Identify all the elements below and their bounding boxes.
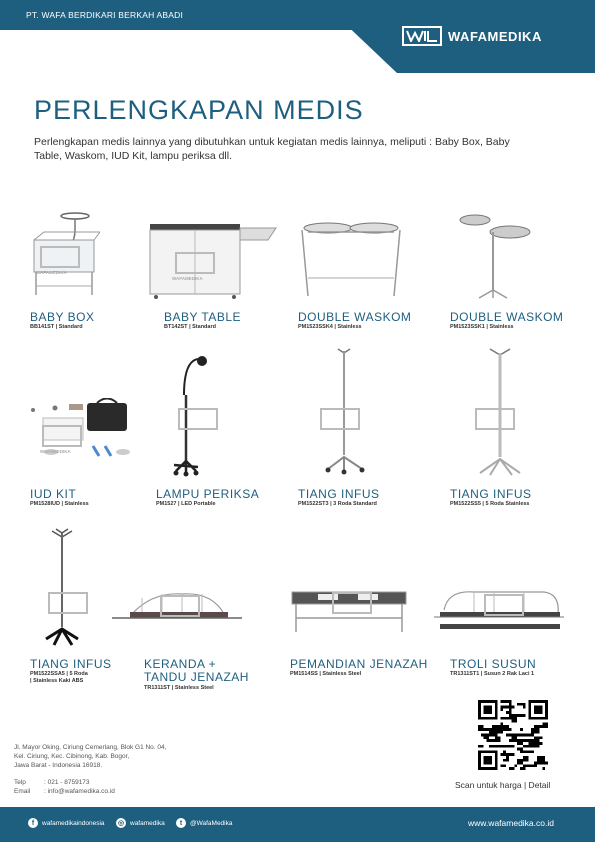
product-code: BT142ST | Standard [164, 324, 216, 330]
watermark-logo-icon [484, 594, 524, 616]
watermark-logo-icon [40, 246, 80, 268]
email-address[interactable]: : info@wafamedika.co.id [44, 788, 115, 795]
product-code: TR1311ST | Stainless Steel [144, 685, 214, 691]
twitter-link[interactable] [176, 818, 232, 828]
facebook-icon: f [28, 818, 38, 828]
watermark-logo-icon [332, 592, 372, 614]
address-line: Jawa Barat - Indonesia 16918. [14, 762, 103, 769]
watermark-logo-icon [320, 408, 360, 430]
product-name: LAMPU PERIKSA [156, 487, 260, 501]
product-code: PM1514SS | Stainless Steel [290, 671, 362, 677]
company-name: PT. WAFA BERDIKARI BERKAH ABADI [26, 10, 184, 20]
phone-label: Telp [14, 779, 26, 786]
qr-code-icon[interactable] [478, 700, 548, 770]
product-name: TIANG INFUS [450, 487, 532, 501]
product-name: IUD KIT [30, 487, 77, 501]
email-label: Email [14, 788, 31, 795]
product-name: BABY TABLE [164, 310, 242, 324]
facebook-link[interactable] [28, 818, 105, 828]
product-code: PM1523SSK1 | Stainless [450, 324, 514, 330]
instagram-link[interactable] [116, 818, 165, 828]
product-name: TIANG INFUS [30, 657, 112, 671]
product-code: BB141ST | Standard [30, 324, 83, 330]
logo-text: WAFAMEDIKA [448, 28, 542, 44]
product-name: TIANG INFUS [298, 487, 380, 501]
product-name: KERANDA + [144, 657, 217, 671]
double-waskom-image [296, 218, 406, 298]
watermark-logo-icon [178, 408, 218, 430]
product-name: DOUBLE WASKOM [298, 310, 412, 324]
instagram-handle: wafamedika [130, 819, 165, 827]
intro-text: Perlengkapan medis lainnya yang dibutuhkan untuk kegiatan medis lainnya, meliputi : Baby Box, Baby Table, Waskom, IUD Kit, lampu periksa dll. [34, 136, 510, 162]
watermark-label: WAFAMEDIKA [40, 449, 71, 454]
iv-pole-abs-image [42, 527, 92, 647]
qr-caption: Scan untuk harga | Detail [455, 780, 551, 790]
address [14, 743, 166, 770]
watermark-logo-icon [175, 252, 215, 274]
watermark-logo-icon [160, 595, 200, 617]
product-code-line2: | Stainless Kaki ABS [30, 678, 84, 684]
logo-mark-icon [402, 26, 442, 46]
watermark-logo-icon [48, 592, 88, 614]
instagram-icon: ◎ [117, 820, 125, 827]
page-title: PERLENGKAPAN MEDIS [34, 95, 364, 125]
product-code: PM1522ST3 | 3 Roda Standard [298, 501, 377, 507]
product-name: DOUBLE WASKOM [450, 310, 564, 324]
product-name: TROLI SUSUN [450, 657, 537, 671]
contact-info [14, 778, 115, 796]
product-name-line2: TANDU JENAZAH [144, 670, 249, 684]
twitter-icon: t [176, 818, 186, 828]
facebook-handle: wafamedikaindonesia [42, 819, 105, 827]
product-name: PEMANDIAN JENAZAH [290, 657, 428, 671]
watermark-label: WAFAMEDIKA [36, 270, 67, 275]
product-code: PM1522SS5 | 5 Roda Stainless [450, 501, 530, 507]
product-name: BABY BOX [30, 310, 95, 324]
address-line: Jl. Mayor Oking, Ciriung Cemerlang, Blok G1 No. 04, [14, 744, 167, 751]
product-code: PM1528IUD | Stainless [30, 501, 89, 507]
website-link[interactable]: www.wafamedika.co.id [468, 818, 554, 828]
address-line: Kel. Ciriung, Kec. Cibinong, Kab. Bogor, [14, 753, 130, 760]
watermark-logo-icon [475, 408, 515, 430]
product-code: TR1311ST1 | Susun 2 Rak Laci 1 [450, 671, 535, 677]
product-code: PM1522SSA5 | 5 Roda [30, 671, 88, 677]
product-code: PM1527 | LED Portable [156, 501, 216, 507]
product-code: PM1523SSK4 | Stainless [298, 324, 362, 330]
phone-number: : 021 - 8759173 [44, 779, 90, 786]
brand-logo [402, 26, 542, 46]
twitter-handle: @WafaMedika [190, 819, 233, 827]
watermark-label: WAFAMEDIKA [172, 276, 203, 281]
double-waskom-stand-image [455, 212, 535, 300]
watermark-logo-icon [42, 425, 82, 447]
